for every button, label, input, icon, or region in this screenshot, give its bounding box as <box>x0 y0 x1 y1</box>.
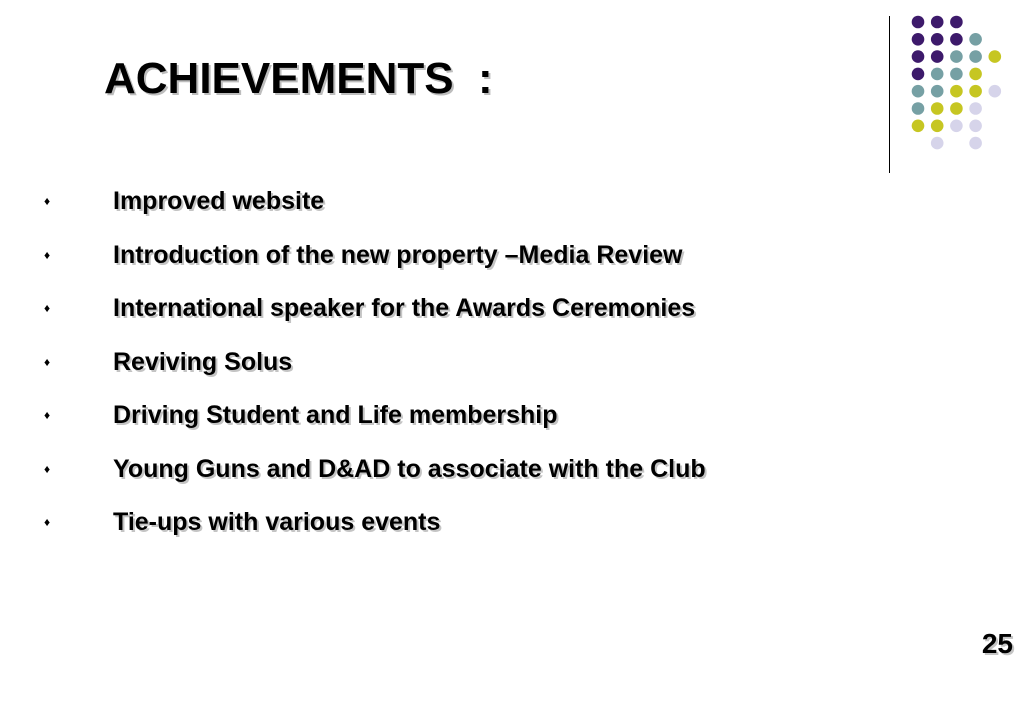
lavender-dot <box>969 137 982 150</box>
yellow-dot <box>931 120 944 133</box>
yellow-dot <box>950 85 963 98</box>
purple-dot <box>931 33 944 46</box>
diamond-bullet-icon: ♦ <box>44 301 51 315</box>
list-item-text: International speaker for the Awards Ceremonies <box>113 294 696 322</box>
page-number: 25 <box>981 628 1013 659</box>
purple-dot <box>950 16 963 29</box>
slide-title: ACHIEVEMENTS : <box>104 54 493 103</box>
lavender-dot <box>950 120 963 133</box>
teal-dot <box>950 50 963 63</box>
yellow-dot <box>912 120 925 133</box>
yellow-dot <box>989 50 1002 63</box>
dot-grid-decoration <box>0 0 1023 180</box>
diamond-bullet-icon: ♦ <box>44 408 51 422</box>
list-item <box>44 503 706 557</box>
list-item <box>44 450 706 504</box>
teal-dot <box>912 102 925 115</box>
diamond-bullet-icon: ♦ <box>44 194 51 208</box>
list-item-text: Improved website <box>113 187 325 215</box>
list-item-text: Reviving Solus <box>113 347 293 376</box>
yellow-dot <box>931 102 944 115</box>
list-item <box>44 289 706 343</box>
list-item-text: Young Guns and D&AD to associate with the Club <box>113 454 706 483</box>
list-item-text: Tie-ups with various events <box>113 508 441 536</box>
lavender-dot <box>931 137 944 150</box>
lavender-dot <box>969 102 982 115</box>
teal-dot <box>950 68 963 81</box>
list-item <box>44 396 706 450</box>
teal-dot <box>931 85 944 98</box>
diamond-bullet-icon: ♦ <box>44 461 51 476</box>
yellow-dot <box>969 68 982 81</box>
purple-dot <box>912 68 925 81</box>
purple-dot <box>912 50 925 63</box>
diamond-bullet-icon: ♦ <box>44 515 51 529</box>
diamond-bullet-icon: ♦ <box>44 354 51 369</box>
list-item <box>44 236 706 290</box>
purple-dot <box>931 16 944 29</box>
teal-dot <box>912 85 925 98</box>
purple-dot <box>912 16 925 29</box>
list-item-text: Introduction of the new property –Media Review <box>113 240 683 269</box>
teal-dot <box>969 33 982 46</box>
list-item <box>44 182 706 236</box>
lavender-dot <box>969 120 982 133</box>
purple-dot <box>912 33 925 46</box>
teal-dot <box>931 68 944 81</box>
purple-dot <box>931 50 944 63</box>
diamond-bullet-icon: ♦ <box>44 247 51 262</box>
achievements-list <box>44 182 706 557</box>
teal-dot <box>969 50 982 63</box>
list-item <box>44 343 706 397</box>
yellow-dot <box>969 85 982 98</box>
lavender-dot <box>989 85 1002 98</box>
yellow-dot <box>950 102 963 115</box>
list-item-text: Driving Student and Life membership <box>113 401 558 429</box>
purple-dot <box>950 33 963 46</box>
